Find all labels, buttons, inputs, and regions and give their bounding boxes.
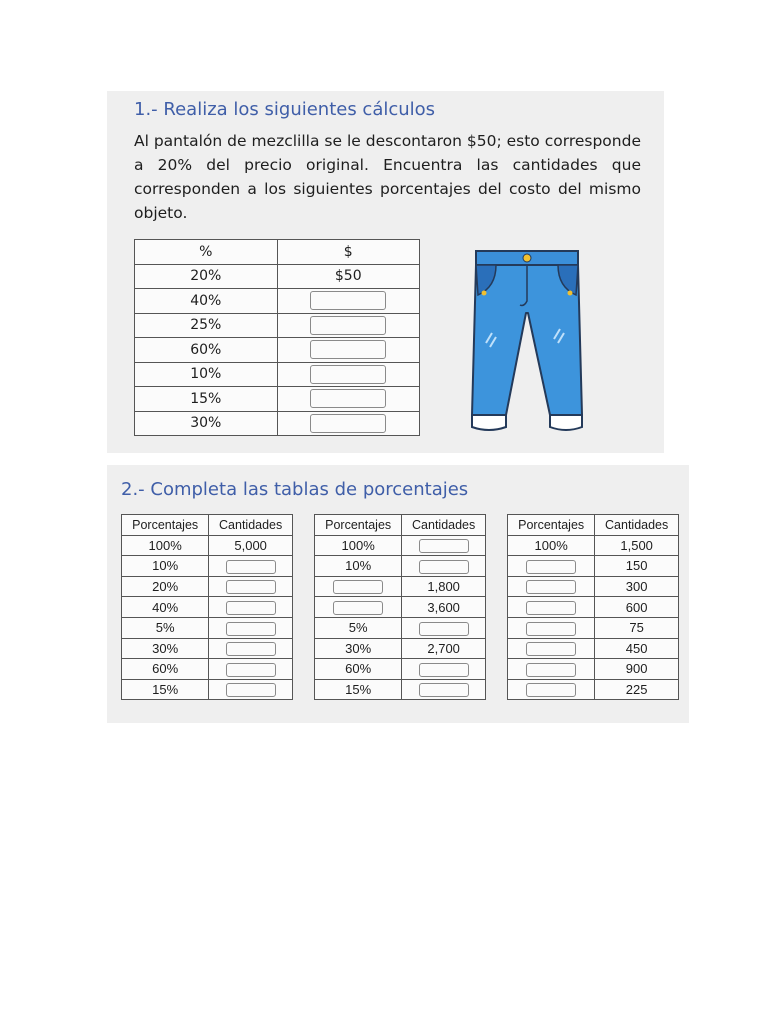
jeans-illustration bbox=[462, 243, 592, 439]
table-row bbox=[508, 556, 679, 577]
answer-input[interactable] bbox=[526, 601, 576, 615]
quantity-cell: 75 bbox=[595, 617, 679, 638]
percent-cell: 30% bbox=[122, 638, 209, 659]
table-row bbox=[508, 535, 679, 556]
quantity-cell: 2,700 bbox=[402, 638, 486, 659]
answer-input[interactable] bbox=[419, 663, 469, 677]
quantity-cell bbox=[209, 617, 293, 638]
percent-cell: 25% bbox=[135, 313, 278, 338]
section-2-title: 2.- Completa las tablas de porcentajes bbox=[121, 479, 469, 500]
table-row bbox=[508, 638, 679, 659]
quantity-cell: 150 bbox=[595, 556, 679, 577]
percent-cell: 100% bbox=[122, 535, 209, 556]
header-amount: $ bbox=[277, 240, 420, 265]
table-row bbox=[135, 338, 420, 363]
quantity-cell bbox=[209, 576, 293, 597]
percent-cell: 5% bbox=[315, 617, 402, 638]
percent-cell bbox=[508, 617, 595, 638]
answer-input[interactable] bbox=[226, 580, 276, 594]
header-percentages: Porcentajes bbox=[508, 515, 595, 536]
percent-cell: 10% bbox=[135, 362, 278, 387]
percent-cell bbox=[508, 597, 595, 618]
answer-input[interactable] bbox=[526, 642, 576, 656]
section-1-panel bbox=[107, 91, 664, 453]
header-quantities: Cantidades bbox=[402, 515, 486, 536]
table-row bbox=[315, 679, 486, 700]
amount-cell bbox=[277, 411, 420, 436]
amount-cell bbox=[277, 289, 420, 314]
answer-input[interactable] bbox=[310, 316, 386, 335]
table-row bbox=[508, 576, 679, 597]
quantity-cell: 900 bbox=[595, 659, 679, 680]
header-quantities: Cantidades bbox=[209, 515, 293, 536]
section-1-title: 1.- Realiza los siguientes cálculos bbox=[134, 99, 436, 120]
quantity-cell bbox=[209, 659, 293, 680]
table-row bbox=[315, 617, 486, 638]
table-row bbox=[135, 289, 420, 314]
quantity-cell: 600 bbox=[595, 597, 679, 618]
percent-cell bbox=[508, 659, 595, 680]
quantity-cell bbox=[402, 617, 486, 638]
answer-input[interactable] bbox=[526, 560, 576, 574]
table-row bbox=[122, 556, 293, 577]
percent-cell bbox=[508, 679, 595, 700]
percent-cell: 30% bbox=[315, 638, 402, 659]
percent-cell: 60% bbox=[135, 338, 278, 363]
header-percent: % bbox=[135, 240, 278, 265]
table-row bbox=[122, 597, 293, 618]
amount-cell bbox=[277, 338, 420, 363]
answer-input[interactable] bbox=[310, 414, 386, 433]
answer-input[interactable] bbox=[526, 683, 576, 697]
table-row bbox=[122, 576, 293, 597]
amount-cell bbox=[277, 362, 420, 387]
answer-input[interactable] bbox=[526, 663, 576, 677]
percent-cell bbox=[508, 576, 595, 597]
price-percentage-table bbox=[134, 239, 420, 436]
section-2-panel bbox=[107, 465, 689, 723]
percent-cell: 15% bbox=[135, 387, 278, 412]
table-header-row bbox=[122, 515, 293, 536]
quantity-cell: 450 bbox=[595, 638, 679, 659]
table-row bbox=[122, 659, 293, 680]
quantity-cell: 300 bbox=[595, 576, 679, 597]
table-row bbox=[315, 556, 486, 577]
problem-statement: Al pantalón de mezclilla se le descontaron $50; esto corresponde a 20% del precio original. Encuentra las cantidades que corresponden a los siguientes porcentajes del costo del mismo objeto. bbox=[134, 132, 641, 222]
answer-input[interactable] bbox=[419, 539, 469, 553]
percent-cell bbox=[315, 576, 402, 597]
percentage-table-1 bbox=[121, 514, 293, 700]
percent-cell: 20% bbox=[135, 264, 278, 289]
quantity-cell: 3,600 bbox=[402, 597, 486, 618]
percent-cell: 60% bbox=[122, 659, 209, 680]
quantity-cell bbox=[209, 638, 293, 659]
percent-cell: 5% bbox=[122, 617, 209, 638]
answer-input[interactable] bbox=[226, 663, 276, 677]
header-quantities: Cantidades bbox=[595, 515, 679, 536]
quantity-cell: 1,500 bbox=[595, 535, 679, 556]
quantity-cell: 1,800 bbox=[402, 576, 486, 597]
table-row bbox=[315, 659, 486, 680]
percent-cell: 30% bbox=[135, 411, 278, 436]
amount-cell bbox=[277, 313, 420, 338]
quantity-cell bbox=[402, 679, 486, 700]
answer-input[interactable] bbox=[310, 365, 386, 384]
answer-input[interactable] bbox=[526, 580, 576, 594]
table-row bbox=[122, 535, 293, 556]
table-header-row bbox=[315, 515, 486, 536]
percent-cell bbox=[508, 556, 595, 577]
answer-input[interactable] bbox=[310, 340, 386, 359]
percent-cell bbox=[315, 597, 402, 618]
percentage-table-3 bbox=[507, 514, 679, 700]
quantity-cell bbox=[402, 535, 486, 556]
answer-input[interactable] bbox=[226, 601, 276, 615]
header-percentages: Porcentajes bbox=[122, 515, 209, 536]
percent-cell: 100% bbox=[508, 535, 595, 556]
table-row bbox=[122, 638, 293, 659]
answer-input[interactable] bbox=[419, 622, 469, 636]
table-row bbox=[508, 617, 679, 638]
amount-cell bbox=[277, 387, 420, 412]
quantity-cell bbox=[209, 597, 293, 618]
table-row bbox=[315, 638, 486, 659]
header-percentages: Porcentajes bbox=[315, 515, 402, 536]
table-row bbox=[135, 411, 420, 436]
table-header-row bbox=[508, 515, 679, 536]
percent-cell: 40% bbox=[135, 289, 278, 314]
percent-cell: 10% bbox=[122, 556, 209, 577]
table-row bbox=[315, 597, 486, 618]
answer-input[interactable] bbox=[419, 560, 469, 574]
table-row bbox=[508, 597, 679, 618]
answer-input[interactable] bbox=[333, 580, 383, 594]
table-row bbox=[315, 576, 486, 597]
table-row bbox=[135, 264, 420, 289]
answer-input[interactable] bbox=[226, 622, 276, 636]
answer-input[interactable] bbox=[226, 683, 276, 697]
table-row bbox=[508, 679, 679, 700]
percent-cell: 60% bbox=[315, 659, 402, 680]
percent-cell: 15% bbox=[122, 679, 209, 700]
answer-input[interactable] bbox=[419, 683, 469, 697]
percent-cell: 15% bbox=[315, 679, 402, 700]
answer-input[interactable] bbox=[310, 389, 386, 408]
percent-cell bbox=[508, 638, 595, 659]
percent-cell: 100% bbox=[315, 535, 402, 556]
answer-input[interactable] bbox=[226, 560, 276, 574]
quantity-cell: 225 bbox=[595, 679, 679, 700]
table-row bbox=[135, 387, 420, 412]
table-row bbox=[315, 535, 486, 556]
quantity-cell: 5,000 bbox=[209, 535, 293, 556]
answer-input[interactable] bbox=[333, 601, 383, 615]
percent-cell: 10% bbox=[315, 556, 402, 577]
table-row bbox=[122, 679, 293, 700]
quantity-cell bbox=[402, 659, 486, 680]
answer-input[interactable] bbox=[310, 291, 386, 310]
quantity-cell bbox=[209, 556, 293, 577]
percent-cell: 40% bbox=[122, 597, 209, 618]
amount-cell: $50 bbox=[277, 264, 420, 289]
table-row bbox=[135, 362, 420, 387]
quantity-cell bbox=[209, 679, 293, 700]
answer-input[interactable] bbox=[226, 642, 276, 656]
table-row bbox=[508, 659, 679, 680]
table-header-row bbox=[135, 240, 420, 265]
table-row bbox=[135, 313, 420, 338]
quantity-cell bbox=[402, 556, 486, 577]
answer-input[interactable] bbox=[526, 622, 576, 636]
percent-cell: 20% bbox=[122, 576, 209, 597]
percentage-table-2 bbox=[314, 514, 486, 700]
table-row bbox=[122, 617, 293, 638]
